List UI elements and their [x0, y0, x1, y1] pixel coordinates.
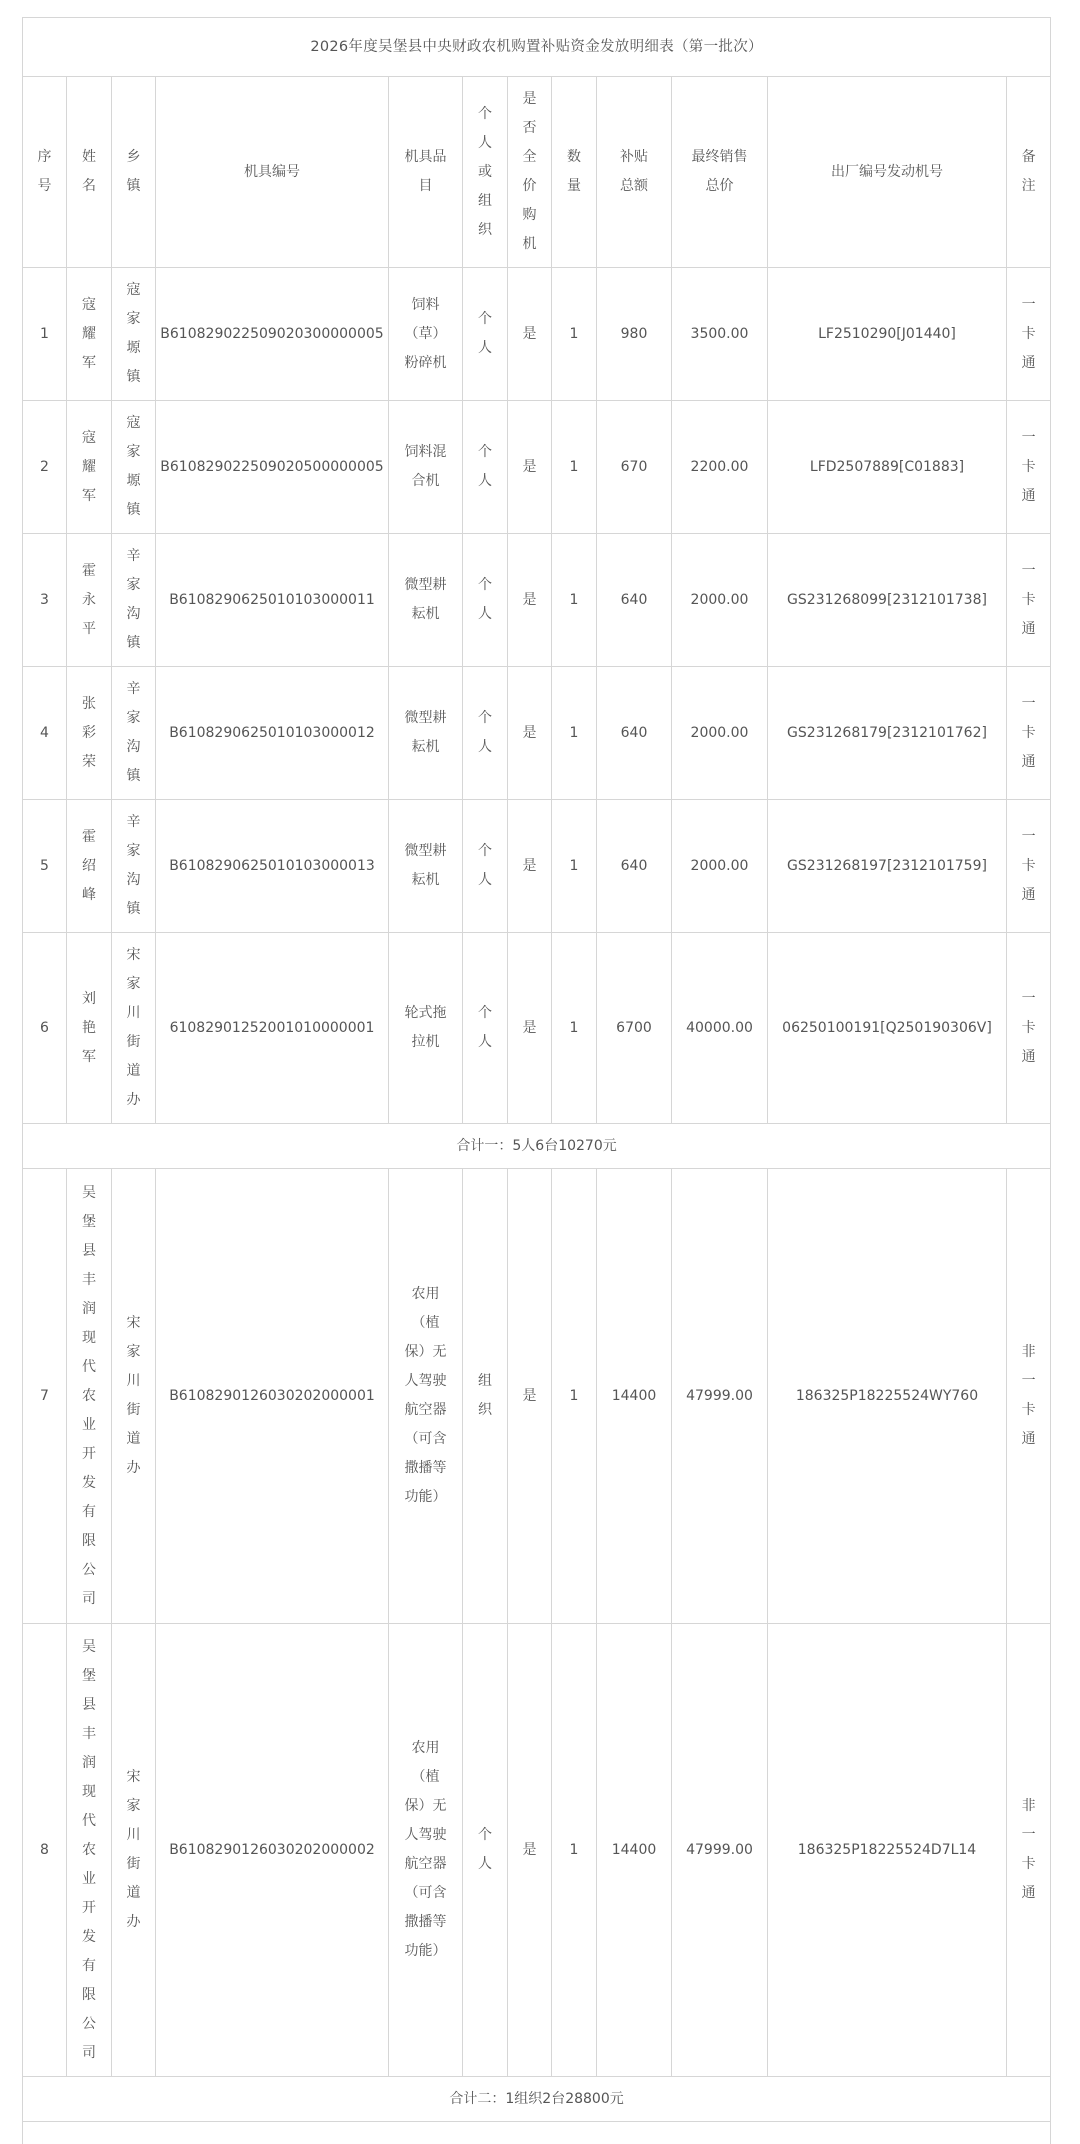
- cell-fullprice: 是: [508, 800, 552, 933]
- table-row: [23, 1624, 1051, 2077]
- table-header-row: [23, 77, 1051, 268]
- cell-qty: 1: [552, 1624, 597, 2077]
- table-tail-row: [23, 2122, 1051, 2144]
- cell-type: 个人: [463, 1624, 508, 2077]
- cell-qty: 1: [552, 1169, 597, 1624]
- cell-item: 轮式拖拉机: [389, 933, 463, 1124]
- cell-town: 辛家沟镇: [112, 534, 156, 667]
- summary-row: [23, 2077, 1051, 2122]
- cell-subsidy: 14400: [597, 1624, 672, 2077]
- cell-factory: GS231268197[2312101759]: [768, 800, 1007, 933]
- cell-factory: LF2510290[J01440]: [768, 268, 1007, 401]
- cell-seq: 8: [23, 1624, 67, 2077]
- cell-item: 微型耕耘机: [389, 667, 463, 800]
- cell-type: 组织: [463, 1169, 508, 1624]
- cell-code: B6108290126030202000002: [156, 1624, 389, 2077]
- cell-note: 一卡通: [1007, 800, 1051, 933]
- cell-seq: 6: [23, 933, 67, 1124]
- cell-item: 微型耕耘机: [389, 534, 463, 667]
- table-row: [23, 800, 1051, 933]
- cell-code: 61082901252001010000001: [156, 933, 389, 1124]
- cell-town: 宋家川街道办: [112, 1624, 156, 2077]
- table-row: [23, 268, 1051, 401]
- header-town: 乡镇: [112, 77, 156, 268]
- header-price: 最终销售总价: [672, 77, 768, 268]
- cell-note: 非一卡通: [1007, 1624, 1051, 2077]
- summary-one: 合计一：5人6台10270元: [23, 1124, 1051, 1169]
- cell-seq: 5: [23, 800, 67, 933]
- cell-price: 40000.00: [672, 933, 768, 1124]
- cell-fullprice: 是: [508, 1624, 552, 2077]
- cell-price: 2200.00: [672, 401, 768, 534]
- cell-qty: 1: [552, 401, 597, 534]
- cell-subsidy: 980: [597, 268, 672, 401]
- cell-name: 刘艳军: [67, 933, 112, 1124]
- cell-item: 农用（植保）无人驾驶航空器（可含撒播等功能）: [389, 1624, 463, 2077]
- cell-town: 宋家川街道办: [112, 1169, 156, 1624]
- cell-item: 微型耕耘机: [389, 800, 463, 933]
- cell-name: 霍绍峰: [67, 800, 112, 933]
- cell-town: 寇家塬镇: [112, 268, 156, 401]
- summary-row: [23, 1124, 1051, 1169]
- cell-price: 3500.00: [672, 268, 768, 401]
- cell-qty: 1: [552, 800, 597, 933]
- cell-type: 个人: [463, 800, 508, 933]
- cell-price: 47999.00: [672, 1624, 768, 2077]
- cell-fullprice: 是: [508, 401, 552, 534]
- table-title: 2026年度吴堡县中央财政农机购置补贴资金发放明细表（第一批次）: [23, 18, 1051, 77]
- header-item: 机具品目: [389, 77, 463, 268]
- cell-note: 非一卡通: [1007, 1169, 1051, 1624]
- table-row: [23, 1169, 1051, 1624]
- cell-subsidy: 670: [597, 401, 672, 534]
- cell-qty: 1: [552, 534, 597, 667]
- cell-factory: GS231268179[2312101762]: [768, 667, 1007, 800]
- cell-seq: 7: [23, 1169, 67, 1624]
- cell-town: 辛家沟镇: [112, 667, 156, 800]
- cell-qty: 1: [552, 268, 597, 401]
- cell-name: 霍永平: [67, 534, 112, 667]
- cell-name: 张彩荣: [67, 667, 112, 800]
- header-note: 备注: [1007, 77, 1051, 268]
- cell-seq: 1: [23, 268, 67, 401]
- cell-type: 个人: [463, 401, 508, 534]
- cell-item: 饲料混合机: [389, 401, 463, 534]
- cell-town: 寇家塬镇: [112, 401, 156, 534]
- cell-code: B6108290625010103000013: [156, 800, 389, 933]
- cell-note: 一卡通: [1007, 667, 1051, 800]
- cell-type: 个人: [463, 534, 508, 667]
- cell-price: 47999.00: [672, 1169, 768, 1624]
- cell-subsidy: 14400: [597, 1169, 672, 1624]
- cell-subsidy: 6700: [597, 933, 672, 1124]
- cell-price: 2000.00: [672, 667, 768, 800]
- cell-item: 饲料（草）粉碎机: [389, 268, 463, 401]
- cell-factory: LFD2507889[C01883]: [768, 401, 1007, 534]
- cell-fullprice: 是: [508, 534, 552, 667]
- header-code: 机具编号: [156, 77, 389, 268]
- cell-code: B6108290625010103000011: [156, 534, 389, 667]
- subsidy-detail-table: [22, 17, 1051, 2144]
- cell-item: 农用（植保）无人驾驶航空器（可含撒播等功能）: [389, 1169, 463, 1624]
- cell-factory: 06250100191[Q250190306V]: [768, 933, 1007, 1124]
- cell-name: 寇耀军: [67, 268, 112, 401]
- table-row: [23, 933, 1051, 1124]
- cell-note: 一卡通: [1007, 534, 1051, 667]
- table-tail-cell: [23, 2122, 1051, 2144]
- cell-fullprice: 是: [508, 1169, 552, 1624]
- cell-type: 个人: [463, 667, 508, 800]
- table-row: [23, 534, 1051, 667]
- cell-code: B610829022509020300000005: [156, 268, 389, 401]
- header-fullprice: 是否全价购机: [508, 77, 552, 268]
- cell-qty: 1: [552, 933, 597, 1124]
- cell-seq: 4: [23, 667, 67, 800]
- cell-factory: 186325P18225524D7L14: [768, 1624, 1007, 2077]
- table-row: [23, 667, 1051, 800]
- cell-seq: 3: [23, 534, 67, 667]
- cell-note: 一卡通: [1007, 401, 1051, 534]
- cell-note: 一卡通: [1007, 268, 1051, 401]
- cell-price: 2000.00: [672, 534, 768, 667]
- table-row: [23, 401, 1051, 534]
- cell-fullprice: 是: [508, 268, 552, 401]
- cell-subsidy: 640: [597, 534, 672, 667]
- cell-code: B6108290625010103000012: [156, 667, 389, 800]
- header-qty: 数量: [552, 77, 597, 268]
- header-seq: 序号: [23, 77, 67, 268]
- cell-type: 个人: [463, 933, 508, 1124]
- cell-name: 吴堡县丰润现代农业开发有限公司: [67, 1169, 112, 1624]
- cell-type: 个人: [463, 268, 508, 401]
- cell-code: B610829022509020500000005: [156, 401, 389, 534]
- cell-qty: 1: [552, 667, 597, 800]
- cell-seq: 2: [23, 401, 67, 534]
- cell-note: 一卡通: [1007, 933, 1051, 1124]
- summary-two: 合计二：1组织2台28800元: [23, 2077, 1051, 2122]
- cell-subsidy: 640: [597, 667, 672, 800]
- header-type: 个人或组织: [463, 77, 508, 268]
- header-name: 姓名: [67, 77, 112, 268]
- cell-name: 寇耀军: [67, 401, 112, 534]
- cell-price: 2000.00: [672, 800, 768, 933]
- cell-town: 宋家川街道办: [112, 933, 156, 1124]
- cell-town: 辛家沟镇: [112, 800, 156, 933]
- cell-code: B6108290126030202000001: [156, 1169, 389, 1624]
- cell-fullprice: 是: [508, 933, 552, 1124]
- cell-fullprice: 是: [508, 667, 552, 800]
- cell-factory: 186325P18225524WY760: [768, 1169, 1007, 1624]
- subsidy-table-container: [22, 17, 1050, 2144]
- cell-subsidy: 640: [597, 800, 672, 933]
- header-factory: 出厂编号发动机号: [768, 77, 1007, 268]
- header-subsidy: 补贴总额: [597, 77, 672, 268]
- cell-factory: GS231268099[2312101738]: [768, 534, 1007, 667]
- cell-name: 吴堡县丰润现代农业开发有限公司: [67, 1624, 112, 2077]
